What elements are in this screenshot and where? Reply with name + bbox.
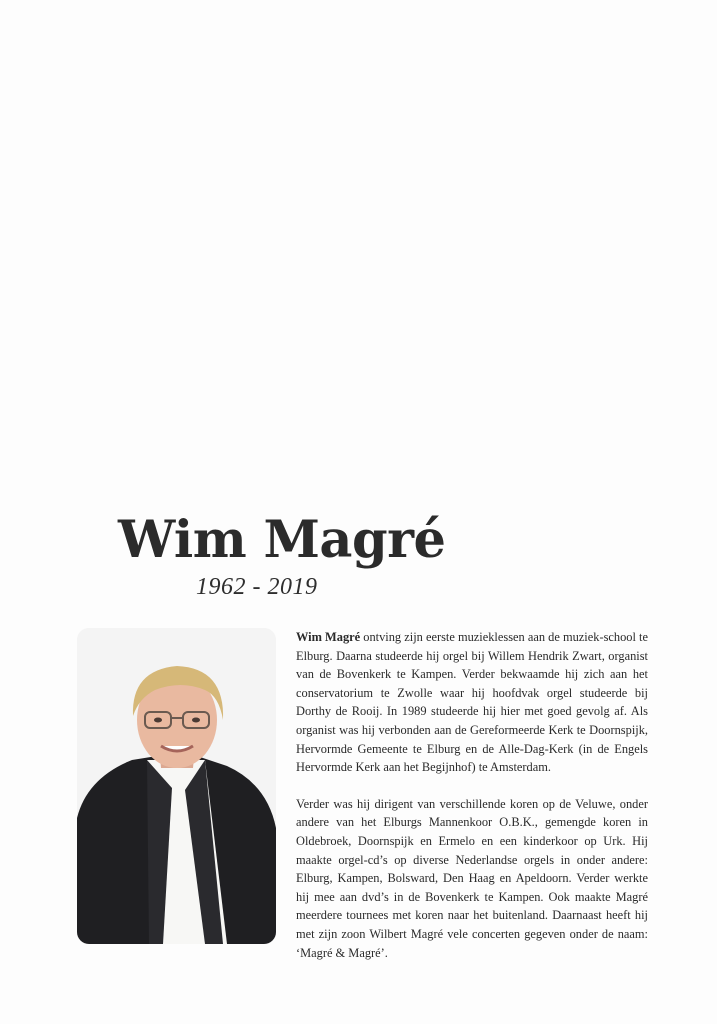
biography-paragraph — [296, 795, 648, 962]
bio-name: Wim Magré — [296, 630, 361, 644]
page-title: Wim Magré — [118, 510, 446, 570]
portrait-illustration — [77, 628, 276, 944]
bio-paragraph-1-text: ontving zijn eerste muzieklessen aan de muziek-school te Elburg. Daarna studeerde hij orgel bij Willem Hendrik Zwart, organist van de Bovenkerk te Kampen. Verder bekwaamde hij zich aan het conservatorium te Zwolle waar hij hoofdvak orgel studeerde bij Dorthy de Rooij. In 1989 studeerde hij hier met goed gevolg af. Als organist was hij verbonden aan de Gereformeerde Kerk te Doornspijk, Hervormde Gemeente te Elburg en de Alle-Dag-Kerk (in de Engels Hervormde Kerk aan het Begijnhof) te Amsterdam. — [296, 630, 648, 775]
portrait-photo — [77, 628, 276, 944]
bio-paragraph-2-text: Verder was hij dirigent van verschillende koren op de Veluwe, onder andere van het Elburgs Mannenkoor O.B.K., gemengde koren in Oldebroek, Doornspijk en Ermelo en een kinderkoor op Urk. Hij maakte orgel-cd’s op diverse Nederlandse orgels in onder andere: Elburg, Kampen, Bolsward, Den Haag en Apeldoorn. Verder werkte hij mee aan dvd’s in de Bovenkerk te Kampen. Ook maakte Magré meerdere tournees met koren naar het buitenland. Daarnaast heeft hij met zijn zoon Wilbert Magré vele concerten gegeven onder de naam: ‘Magré & Magré’. — [296, 796, 648, 960]
biography-paragraph — [296, 628, 648, 777]
life-dates: 1962 - 2019 — [196, 574, 318, 600]
biography — [296, 628, 648, 962]
